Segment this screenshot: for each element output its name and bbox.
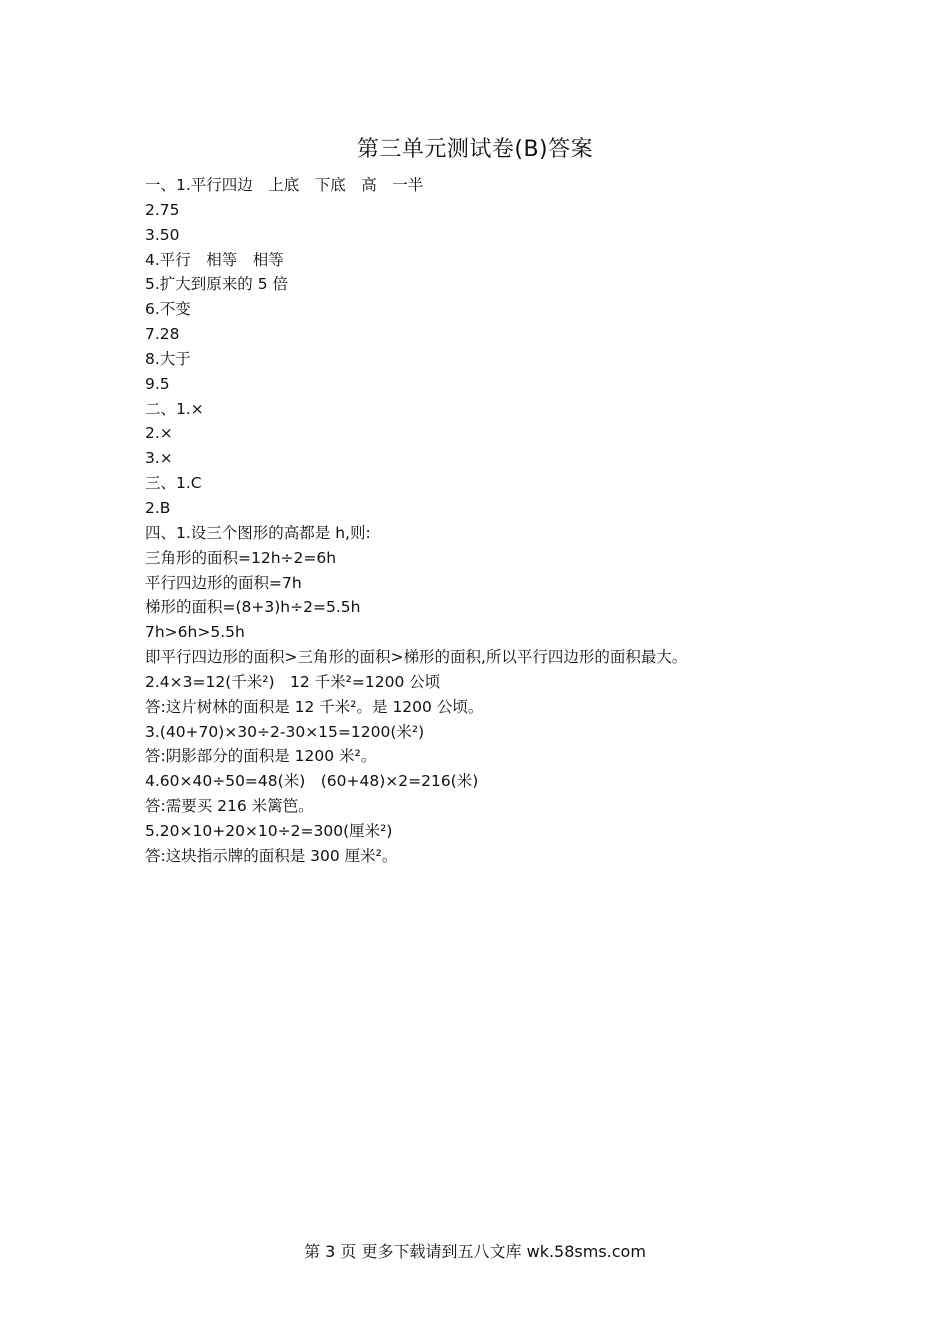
answer-line-2: 2.75 [145,200,180,219]
answer-line-20: 即平行四边形的面积>三角形的面积>梯形的面积,所以平行四边形的面积最大。 [145,648,688,667]
answer-line-6: 6.不变 [145,300,191,319]
answer-line-28: 答:这块指示牌的面积是 300 厘米²。 [145,846,398,865]
answer-line-19: 7h>6h>5.5h [145,623,245,642]
answer-line-23: 3.(40+70)×30÷2-30×15=1200(米²) [145,722,425,741]
answer-line-18: 梯形的面积=(8+3)h÷2=5.5h [145,598,361,617]
answer-line-16: 三角形的面积=12h÷2=6h [145,548,337,567]
answer-line-13: 三、1.C [145,474,202,493]
answer-line-21: 2.4×3=12(千米²) 12 千米²=1200 公顷 [145,672,441,691]
answer-line-7: 7.28 [145,325,180,344]
page-title: 第三单元测试卷(B)答案 [356,137,594,162]
answer-line-5: 5.扩大到原来的 5 倍 [145,275,289,294]
answer-list [145,173,845,869]
answer-line-25: 4.60×40÷50=48(米) (60+48)×2=216(米) [145,772,479,791]
answer-line-11: 2.× [145,424,173,443]
answer-line-24: 答:阴影部分的面积是 1200 米²。 [145,747,377,766]
page-footer: 第 3 页 更多下载请到五八文库 wk.58sms.com [304,1242,646,1261]
answer-line-8: 8.大于 [145,349,191,368]
answer-line-27: 5.20×10+20×10÷2=300(厘米²) [145,821,393,840]
answer-line-1: 一、1.平行四边 上底 下底 高 一半 [145,176,424,194]
answer-line-10: 二、1.× [145,399,204,418]
answer-line-3: 3.50 [145,225,180,244]
answer-line-12: 3.× [145,449,173,468]
answer-line-4: 4.平行 相等 相等 [145,250,284,269]
answer-line-17: 平行四边形的面积=7h [145,573,302,592]
answer-line-26: 答:需要买 216 米篱笆。 [145,797,314,816]
answer-line-14: 2.B [145,498,171,517]
answer-line-15: 四、1.设三个图形的高都是 h,则: [145,523,371,542]
answer-line-9: 9.5 [145,374,170,393]
answer-line-22: 答:这片树林的面积是 12 千米²。是 1200 公顷。 [145,697,484,716]
